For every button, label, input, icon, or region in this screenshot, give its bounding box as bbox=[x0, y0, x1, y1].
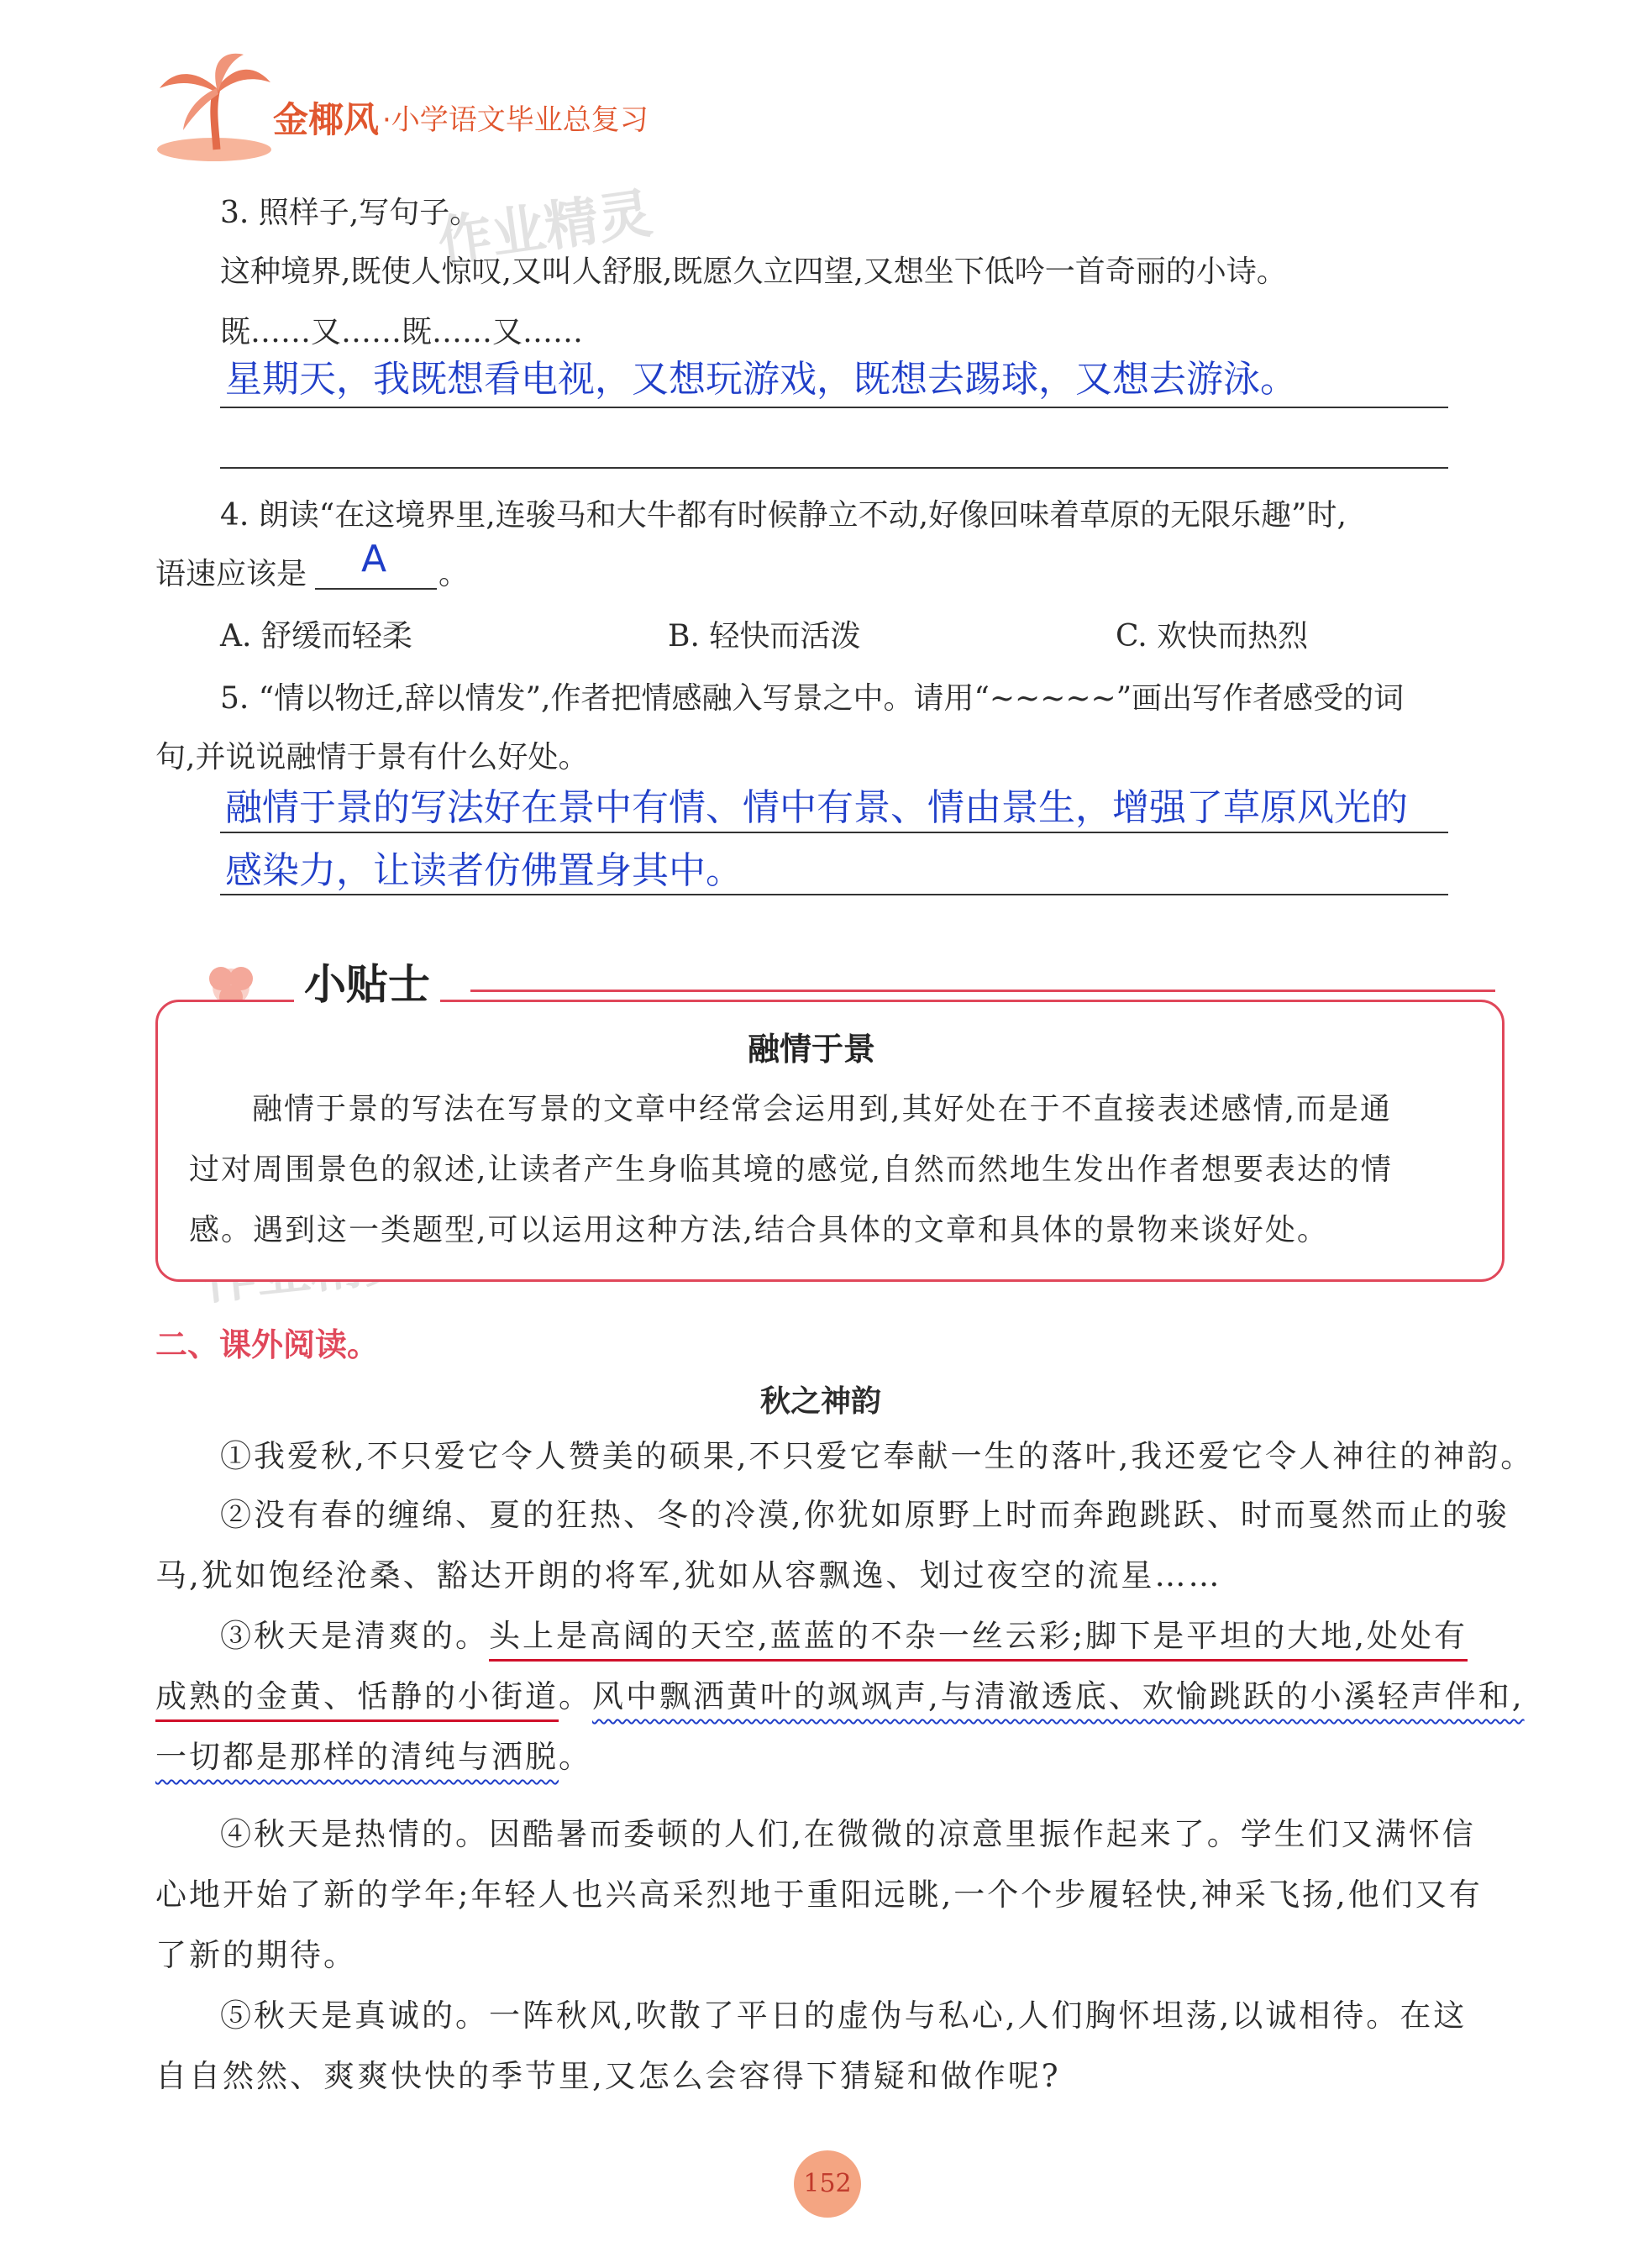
q4-question: 4. 朗读“在这境界里,连骏马和大牛都有时候静立不动,好像回味着草原的无限乐趣”时, bbox=[220, 498, 1347, 533]
paragraph-3-line3 bbox=[155, 1737, 592, 1777]
tips-line: 感。遇到这一类题型,可以运用这种方法,结合具体的文章和具体的景物来谈好处。 bbox=[189, 1213, 1329, 1247]
red-underlined-text: 成熟的金黄、恬静的小街道 bbox=[155, 1678, 559, 1722]
answer-line bbox=[220, 407, 1448, 408]
article-title: 秋之神韵 bbox=[760, 1384, 882, 1419]
q5-question-cont: 句,并说说融情于景有什么好处。 bbox=[155, 740, 589, 774]
q5-answer-line2: 感染力，让读者仿佛置身其中。 bbox=[225, 849, 743, 892]
q3-pattern: 既……又……既……又…… bbox=[220, 315, 583, 349]
q3-answer: 星期天，我既想看电视，又想玩游戏，既想去踢球，又想去游泳。 bbox=[225, 358, 1297, 401]
paragraph-1: ①我爱秋,不只爱它令人赞美的硕果,不只爱它奉献一生的落叶,我还爱它令人神往的神韵。 bbox=[220, 1438, 1535, 1474]
paragraph-4-line1: ④秋天是热情的。因酷暑而委顿的人们,在微微的凉意里振作起来了。学生们又满怀信 bbox=[220, 1816, 1476, 1852]
red-underlined-text: 头上是高阔的天空,蓝蓝的不杂一丝云彩;脚下是平坦的大地,处处有 bbox=[489, 1618, 1468, 1662]
period: 。 bbox=[559, 1678, 592, 1714]
period: 。 bbox=[559, 1739, 592, 1775]
wavy-underlined-text: 一切都是那样的清纯与洒脱 bbox=[155, 1739, 559, 1775]
paragraph-3-lead: ③秋天是清爽的。 bbox=[220, 1618, 489, 1654]
tips-line: 过对周围景色的叙述,让读者产生身临其境的感觉,自然而然地生发出作者想要表达的情 bbox=[189, 1152, 1393, 1187]
brand-name: 金椰风 bbox=[273, 99, 380, 140]
q3-prompt: 3. 照样子,写句子。 bbox=[220, 196, 481, 230]
answer-line bbox=[220, 467, 1448, 469]
tips-title: 融情于景 bbox=[748, 1031, 876, 1068]
tips-line: 融情于景的写法在写景的文章中经常会运用到,其好处在于不直接表述感情,而是通 bbox=[252, 1092, 1392, 1126]
book-subtitle: ·小学语文毕业总复习 bbox=[382, 103, 649, 137]
paragraph-4-line3: 了新的期待。 bbox=[155, 1937, 357, 1973]
paragraph-3-line1 bbox=[220, 1616, 1468, 1656]
blank-line bbox=[315, 588, 437, 590]
q4-suffix: 。 bbox=[439, 557, 470, 591]
q4-option-a: A. 舒缓而轻柔 bbox=[220, 619, 412, 654]
q5-answer-line1: 融情于景的写法好在景中有情、情中有景、情由景生，增强了草原风光的 bbox=[225, 786, 1408, 829]
q5-question: 5. “情以物迁,辞以情发”,作者把情感融入写景之中。请用“~~~~~”画出写作者感受的词 bbox=[220, 681, 1405, 716]
q4-option-b: B. 轻快而活泼 bbox=[668, 619, 861, 654]
paragraph-3-line2 bbox=[155, 1677, 1525, 1717]
tips-heading: 小贴士 bbox=[294, 951, 440, 1011]
paragraph-2-line1: ②没有春的缠绵、夏的狂热、冬的冷漠,你犹如原野上时而奔跑跳跃、时而戛然而止的骏 bbox=[220, 1497, 1510, 1533]
q4-prefix: 语速应该是 bbox=[155, 557, 307, 591]
section-title: 二、课外阅读。 bbox=[155, 1326, 380, 1363]
wavy-underlined-text: 风中飘洒黄叶的飒飒声,与清澈透底、欢愉跳跃的小溪轻声伴和, bbox=[592, 1678, 1525, 1714]
paragraph-5-line2: 自自然然、爽爽快快的季节里,又怎么会容得下猜疑和做作呢? bbox=[155, 2058, 1061, 2094]
q3-example: 这种境界,既使人惊叹,又叫人舒服,既愿久立四望,又想坐下低吟一首奇丽的小诗。 bbox=[220, 255, 1287, 289]
paragraph-5-line1: ⑤秋天是真诚的。一阵秋风,吹散了平日的虚伪与私心,人们胸怀坦荡,以诚相待。在这 bbox=[220, 1998, 1468, 2034]
paragraph-4-line2: 心地开始了新的学年;年轻人也兴高采烈地于重阳远眺,一个个步履轻快,神采飞扬,他们又有 bbox=[155, 1877, 1483, 1913]
answer-line bbox=[220, 832, 1448, 833]
paragraph-2-line2: 马,犹如饱经沧桑、豁达开朗的将军,犹如从容飘逸、划过夜空的流星…… bbox=[155, 1557, 1222, 1593]
watermark: 作业精灵 bbox=[433, 182, 656, 275]
palm-tree-logo-icon bbox=[151, 50, 277, 164]
page-number: 152 bbox=[794, 2150, 861, 2218]
q4-option-c: C. 欢快而热烈 bbox=[1116, 619, 1309, 654]
q4-answer: A bbox=[361, 538, 387, 580]
tips-heading-rule bbox=[470, 990, 1495, 992]
answer-line bbox=[220, 894, 1448, 895]
